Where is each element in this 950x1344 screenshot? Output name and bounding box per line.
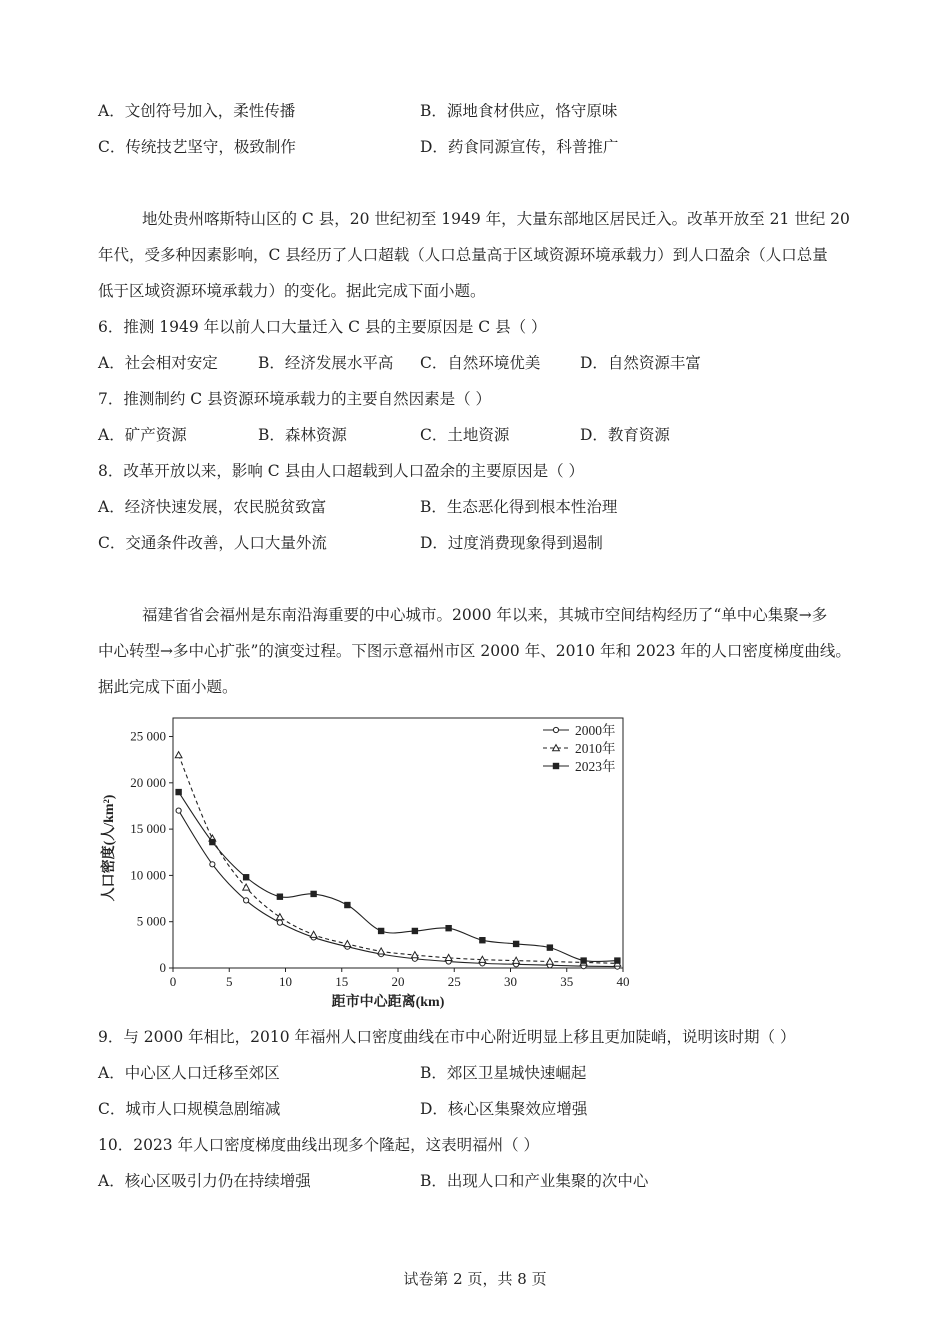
data-point	[210, 862, 215, 867]
data-point	[411, 952, 418, 958]
q5-option-d: D．药食同源宣传，科普推广	[420, 138, 619, 156]
y-tick-label: 25 000	[130, 728, 166, 744]
passage1-line3: 低于区域资源环境承载力）的变化。据此完成下面小题。	[98, 282, 486, 300]
q6-option-b: B．经济发展水平高	[258, 354, 394, 372]
data-point	[344, 902, 350, 908]
legend-label: 2000年	[575, 723, 616, 738]
passage1-line2: 年代，受多种因素影响，C 县经历了人口超载（人口总量高于区域资源环境承载力）到人口盈余（人口总量	[98, 246, 828, 264]
q7-option-a: A．矿产资源	[98, 426, 187, 444]
data-point	[209, 839, 215, 845]
q9-stem: 9．与 2000 年相比，2010 年福州人口密度曲线在市中心附近明显上移且更加陡峭，说明该时期（ ）	[98, 1028, 796, 1046]
q7-option-d: D．教育资源	[580, 426, 670, 444]
q6-option-d: D．自然资源丰富	[580, 354, 701, 372]
data-point	[277, 894, 283, 900]
legend-label: 2023年	[575, 759, 616, 774]
y-tick-label: 15 000	[130, 821, 166, 837]
y-tick-label: 0	[159, 960, 166, 975]
x-tick-label: 25	[447, 974, 461, 989]
x-tick-label: 40	[616, 974, 630, 989]
data-point	[244, 898, 249, 903]
q5-option-b: B．源地食材供应，恪守原味	[420, 102, 618, 120]
x-tick-label: 35	[560, 974, 574, 989]
plot-frame	[173, 718, 623, 968]
q6-option-c: C．自然环境优美	[420, 354, 541, 372]
data-point	[176, 808, 181, 813]
passage2-line3: 据此完成下面小题。	[98, 678, 238, 696]
legend-marker	[553, 763, 559, 769]
x-tick-label: 15	[335, 974, 349, 989]
passage2-line2: 中心转型→多中心扩张”的演变过程。下图示意福州市区 2000 年、2010 年和 2023 年的人口密度梯度曲线。	[98, 642, 851, 660]
q7-option-b: B．森林资源	[258, 426, 347, 444]
x-tick-label: 20	[391, 974, 405, 989]
data-point	[243, 874, 249, 880]
x-tick-label: 5	[226, 974, 233, 989]
data-point	[243, 884, 250, 890]
passage1-line1: 地处贵州喀斯特山区的 C 县，20 世纪初至 1949 年，大量东部地区居民迁入。改革开放至 21 世纪 20	[142, 210, 850, 228]
legend-marker	[553, 727, 558, 732]
x-tick-label: 0	[169, 974, 177, 989]
q5-option-a: A．文创符号加入，柔性传播	[98, 102, 296, 120]
q9-option-a: A．中心区人口迁移至郊区	[98, 1064, 280, 1082]
q10-stem: 10．2023 年人口密度梯度曲线出现多个隆起，这表明福州（ ）	[98, 1136, 540, 1154]
page-footer: 试卷第 2 页，共 8 页	[403, 1270, 547, 1288]
x-axis-label: 距市中心距离(km)	[331, 995, 445, 1010]
q7-option-c: C．土地资源	[420, 426, 510, 444]
data-point	[378, 928, 384, 934]
q6-option-a: A．社会相对安定	[98, 354, 218, 372]
passage2-line1: 福建省省会福州是东南沿海重要的中心城市。2000 年以来，其城市空间结构经历了“单中心集聚→多	[142, 606, 828, 624]
y-tick-label: 20 000	[130, 774, 166, 790]
data-point	[310, 931, 317, 937]
data-point	[614, 957, 620, 963]
data-point	[276, 914, 283, 920]
q5-option-c: C．传统技艺坚守，极致制作	[98, 138, 296, 156]
data-point	[547, 944, 553, 950]
data-point	[175, 789, 181, 795]
q9-option-b: B．郊区卫星城快速崛起	[420, 1064, 587, 1082]
q8-option-a: A．经济快速发展，农民脱贫致富	[98, 498, 327, 516]
data-point	[479, 937, 485, 943]
y-tick-label: 5 000	[136, 913, 166, 929]
data-point	[445, 925, 451, 931]
y-tick-label: 10 000	[130, 867, 166, 883]
x-tick-label: 10	[279, 974, 292, 989]
data-point	[513, 941, 519, 947]
data-point	[310, 891, 316, 897]
q8-option-d: D．过度消费现象得到遏制	[420, 534, 603, 552]
data-point	[378, 948, 385, 954]
legend-label: 2010年	[575, 741, 616, 756]
q10-option-a: A．核心区吸引力仍在持续增强	[98, 1172, 311, 1190]
data-point	[175, 752, 182, 758]
q8-option-b: B．生态恶化得到根本性治理	[420, 498, 618, 516]
q9-option-c: C．城市人口规模急剧缩减	[98, 1100, 281, 1118]
y-axis-label: 人口密度(人/km²)	[102, 794, 117, 902]
data-point	[344, 941, 351, 947]
q8-option-c: C．交通条件改善，人口大量外流	[98, 534, 327, 552]
q9-option-d: D．核心区集聚效应增强	[420, 1100, 588, 1118]
data-point	[580, 957, 586, 963]
x-tick-label: 30	[504, 974, 517, 989]
data-point	[412, 928, 418, 934]
population-density-chart	[95, 712, 640, 1012]
data-point	[277, 920, 282, 925]
q6-stem: 6．推测 1949 年以前人口大量迁入 C 县的主要原因是 C 县（ ）	[98, 318, 547, 336]
q10-option-b: B．出现人口和产业集聚的次中心	[420, 1172, 649, 1190]
q7-stem: 7．推测制约 C 县资源环境承载力的主要自然因素是（ ）	[98, 390, 492, 408]
q8-stem: 8．改革开放以来，影响 C 县由人口超载到人口盈余的主要原因是（ ）	[98, 462, 585, 480]
